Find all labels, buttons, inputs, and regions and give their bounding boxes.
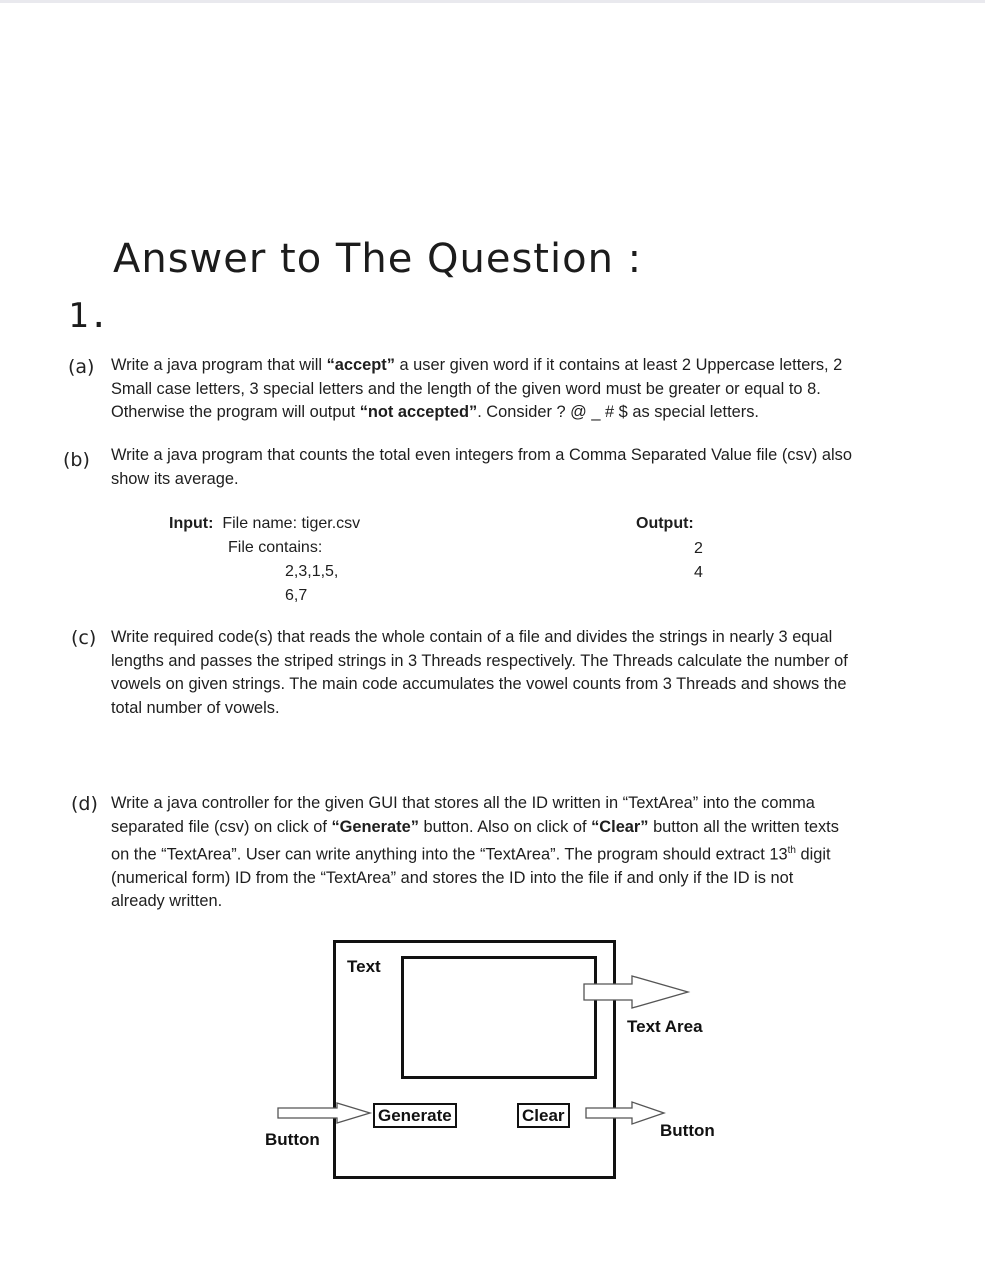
text-line: on the “TextArea”. User can write anything into the “TextArea”. The program should extract 13th digit: [111, 845, 831, 864]
text-line: total number of vowels.: [111, 698, 280, 717]
output-value-2: 4: [694, 564, 703, 581]
page-heading: Answer to The Question :: [113, 236, 643, 282]
text-line: Write a java program that will “accept” a user given word if it contains at least 2 Uppercase letters, 2: [111, 356, 843, 374]
callout-button-left: Button: [265, 1130, 320, 1149]
callout-button-right: Button: [660, 1121, 715, 1140]
input-label: Input:: [169, 515, 214, 532]
text-line: vowels on given strings. The main code accumulates the vowel counts from 3 Threads and shows the: [111, 675, 847, 693]
right-button-arrow: [586, 1102, 664, 1124]
text-line: separated file (csv) on click of “Generate” button. Also on click of “Clear” button all the written texts: [111, 817, 839, 836]
text-line: Write a java controller for the given GUI that stores all the ID written in “TextArea” into the comma: [111, 794, 815, 812]
text-line: Otherwise the program will output “not accepted”. Consider ? @ _ # $ as special letters.: [111, 403, 759, 421]
gui-text-label: Text: [347, 957, 381, 976]
callout-text-area: Text Area: [627, 1017, 703, 1036]
text-line: Small case letters, 3 special letters and the length of the given word must be greater or equal to 8.: [111, 379, 821, 398]
clear-button: Clear: [517, 1103, 570, 1128]
text-line: show its average.: [111, 469, 239, 488]
text-line: Write required code(s) that reads the whole contain of a file and divides the strings in nearly 3 equal: [111, 628, 833, 646]
question-number: 1.: [68, 296, 109, 336]
part-b-label: (b): [63, 449, 90, 471]
file-line-2: 6,7: [285, 587, 308, 604]
input-file-name: File name: tiger.csv: [222, 515, 361, 532]
text-area-arrow: [584, 976, 688, 1008]
output-value-1: 2: [694, 540, 703, 557]
text-line: lengths and passes the striped strings in 3 Threads respectively. The Threads calculate the number of: [111, 651, 848, 670]
text-line: Write a java program that counts the total even integers from a Comma Separated Value file (csv) also: [111, 446, 852, 464]
part-a-label: (a): [68, 356, 95, 378]
generate-button: Generate: [373, 1103, 457, 1128]
file-line-1: 2,3,1,5,: [285, 563, 339, 580]
part-c-label: (c): [71, 627, 97, 649]
file-contains-label: File contains:: [228, 539, 323, 556]
output-label: Output:: [636, 515, 694, 532]
text-line: already written.: [111, 892, 223, 911]
part-d-label: (d): [71, 793, 98, 815]
text-line: (numerical form) ID from the “TextArea” and stores the ID into the file if and only if the ID is not: [111, 868, 794, 887]
left-button-arrow: [278, 1103, 370, 1123]
